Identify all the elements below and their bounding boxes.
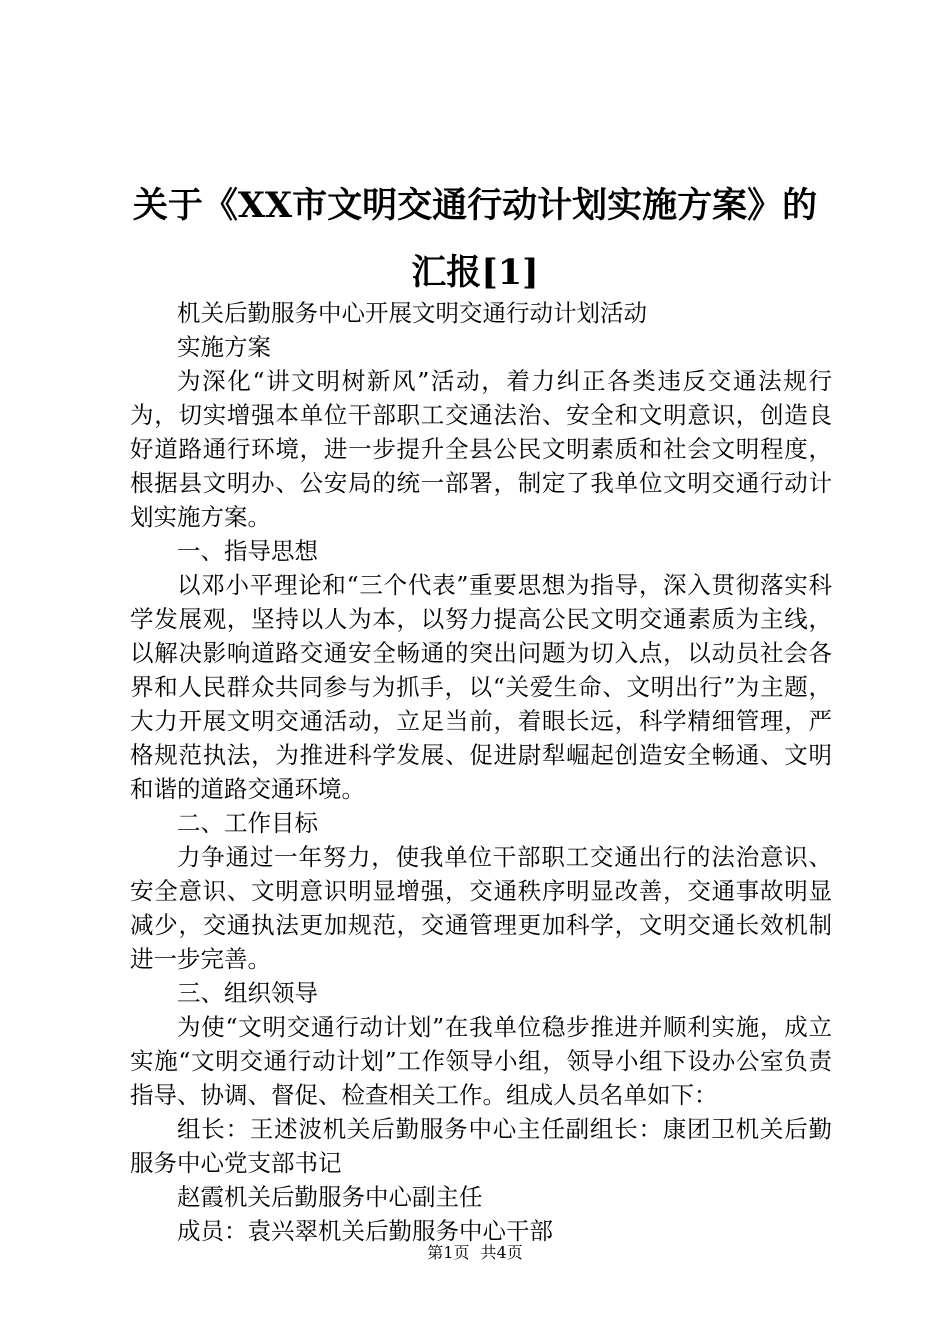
page-footer <box>0 1243 950 1263</box>
page-number: 第1页 <box>427 1243 470 1262</box>
leader-line: 组长：王述波机关后勤服务中心主任副组长：康团卫机关后勤服务中心党支部书记 <box>130 1115 832 1177</box>
document-title-line-1: 关于《XX市文明交通行动计划实施方案》的 <box>132 185 818 226</box>
section-1-paragraph: 以邓小平理论和“三个代表”重要思想为指导，深入贯彻落实科学发展观，坚持以人为本，以努力提高公民文明交通素质为主线，以解决影响道路交通安全畅通的突出问题为切入点，以动员社会各界和人民群众共同参与为抓手，以“关爱生命、文明出行”为主题，大力开展文明交通活动，立足当前，着眼长远，科学精细管理，严格规范执法，为推进科学发展、促进尉犁崛起创造安全畅通、文明和谐的道路交通环境。 <box>130 571 832 803</box>
section-1-heading: 一、指导思想 <box>177 537 318 565</box>
section-3-paragraph: 为使“文明交通行动计划”在我单位稳步推进并顺利实施，成立实施“文明交通行动计划”工作领导小组，领导小组下设办公室负责指导、协调、督促、检查相关工作。组成人员名单如下： <box>130 1013 832 1109</box>
intro-paragraph: 为深化“讲文明树新风”活动，着力纠正各类违反交通法规行为，切实增强本单位干部职工交通法治、安全和文明意识，创造良好道路通行环境，进一步提升全县公民文明素质和社会文明程度，根据县文明办、公安局的统一部署，制定了我单位文明交通行动计划实施方案。 <box>130 367 832 531</box>
section-2-heading: 二、工作目标 <box>177 809 318 837</box>
document-body <box>130 296 832 1248</box>
page-total: 共4页 <box>480 1243 523 1262</box>
subtitle-line-2: 实施方案 <box>177 333 271 361</box>
section-2-paragraph: 力争通过一年努力，使我单位干部职工交通出行的法治意识、安全意识、文明意识明显增强，交通秩序明显改善，交通事故明显减少，交通执法更加规范，交通管理更加科学，文明交通长效机制进一步完善。 <box>130 843 832 973</box>
section-3-heading: 三、组织领导 <box>177 979 318 1007</box>
member-line: 成员：袁兴翠机关后勤服务中心干部 <box>177 1217 553 1245</box>
subtitle-line-1: 机关后勤服务中心开展文明交通行动计划活动 <box>177 299 647 327</box>
deputy-line: 赵霞机关后勤服务中心副主任 <box>177 1183 483 1211</box>
document-title-line-2: 汇报[1] <box>411 252 539 293</box>
